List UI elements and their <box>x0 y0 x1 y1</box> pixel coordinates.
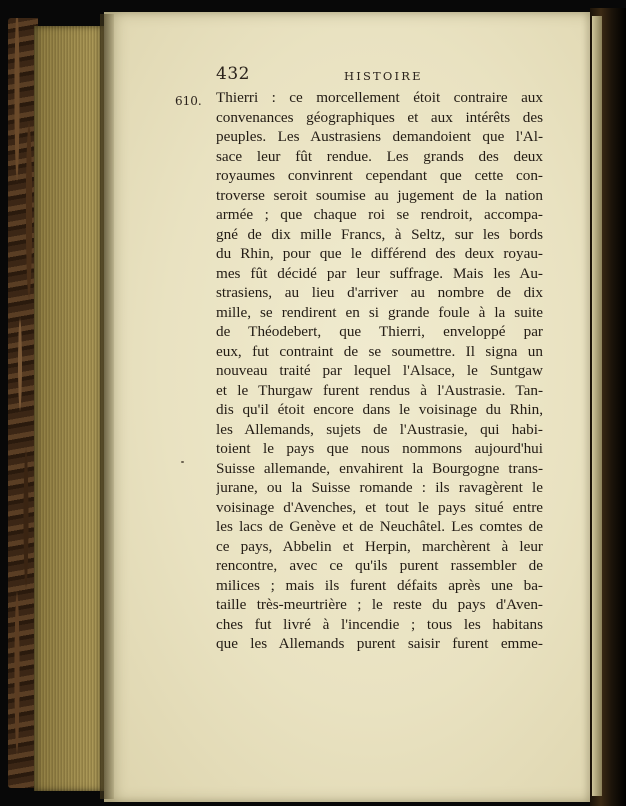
text-line: milices ; mais ils furent défaits après une ba- <box>216 576 543 594</box>
running-title: HISTOIRE <box>344 69 423 83</box>
text-line: dis qu'il étoit encore dans le voisinage du Rhin, <box>216 401 543 418</box>
page-edges <box>34 26 106 791</box>
text-line: nouveau traité par lequel l'Alsace, le Suntgaw <box>216 362 543 379</box>
text-line: troverse seroit soumise au jugement de la nation <box>216 186 543 204</box>
text-line: toient le pays que nous nommons aujourd'hui <box>216 440 543 457</box>
gutter-shadow <box>100 14 114 799</box>
text-line: sace leur fût rendue. Les grands des deux <box>216 147 543 165</box>
page-header <box>216 66 543 86</box>
text-line: peuples. Les Austrasiens demandoient que l'Al- <box>216 128 543 145</box>
text-line: rencontre, avec ce qu'ils purent rassembler de <box>216 557 543 574</box>
text-line: que les Allemands purent saisir furent emme- <box>216 635 543 652</box>
text-line: et le Thurgaw furent rendus à l'Austrasie. Tan- <box>216 381 543 399</box>
text-line: convenances géographiques et aux intérêts des <box>216 108 543 126</box>
text-line: jurane, ou la Suisse romande : ils ravagèrent le <box>216 479 543 496</box>
opposite-leaf-edge <box>592 16 602 796</box>
text-line: gné de dix mille Francs, à Seltz, sur les bords <box>216 225 543 243</box>
text-line: armée ; que chaque roi se rendroit, accompa- <box>216 206 543 223</box>
text-line: de Théodebert, que Thierri, enveloppé par <box>216 323 543 340</box>
body-text <box>216 88 543 654</box>
text-line: voisinage d'Avenches, et tout le pays situé entre <box>216 498 543 516</box>
text-line: du Rhin, pour que le différend des deux royau- <box>216 245 543 262</box>
text-line: mes fût décidé par leur suffrage. Mais les Au- <box>216 264 543 282</box>
text-line: Suisse allemande, envahirent la Bourgogne trans- <box>216 459 543 477</box>
page-number: 432 <box>216 64 250 84</box>
text-line: eux, fut contraint de se soumettre. Il signa un <box>216 342 543 360</box>
text-line: royaumes convinrent cependant que cette con- <box>216 167 543 184</box>
text-line: les Allemands, sujets de l'Austrasie, qui habi- <box>216 420 543 438</box>
text-line: taille très-meurtrière ; le reste du pays d'Aven- <box>216 596 543 613</box>
text-line: ches fut livré à l'incendie ; tous les habitans <box>216 615 543 633</box>
paper-speck <box>181 461 184 463</box>
text-line: mille, se rendirent en si grande foule à la suite <box>216 303 543 321</box>
text-line: ce pays, Abbelin et Herpin, marchèrent à leur <box>216 537 543 555</box>
text-line: strasiens, au lieu d'arriver au nombre de dix <box>216 284 543 301</box>
text-line: Thierri : ce morcellement étoit contraire aux <box>216 89 543 106</box>
text-line: les lacs de Genève et de Neuchâtel. Les comtes de <box>216 518 543 535</box>
margin-year-note: 610. <box>175 94 202 108</box>
